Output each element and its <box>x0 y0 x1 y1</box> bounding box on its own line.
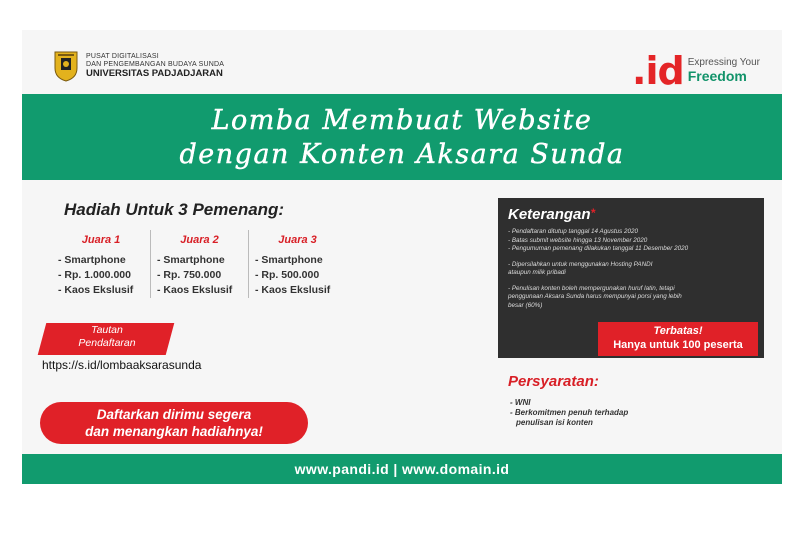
title-banner <box>22 94 782 180</box>
limited-badge <box>598 322 758 356</box>
prize-title: Juara 3 <box>278 234 317 246</box>
unpad-line1: PUSAT DIGITALISASI <box>86 53 159 61</box>
prize-item: - Smartphone <box>255 254 323 266</box>
requirements-title: Persyaratan: <box>508 373 599 390</box>
prize-title: Juara 1 <box>81 234 121 246</box>
info-item: ataupun milik pribadi <box>508 269 566 276</box>
unpad-line3: UNIVERSITAS PADJADJARAN <box>86 67 223 79</box>
poster <box>22 30 782 484</box>
limited-line1: Terbatas! <box>653 325 703 337</box>
prize-item: - Smartphone <box>157 254 225 266</box>
prize-item: - Kaos Ekslusif <box>58 284 134 296</box>
prize-column-3 <box>248 230 346 298</box>
footer-bar <box>22 454 782 484</box>
prize-item: - Rp. 1.000.000 <box>58 269 131 281</box>
prize-item: - Rp. 750.000 <box>157 269 222 281</box>
prize-item: - Kaos Ekslusif <box>157 284 233 296</box>
prize-item: - Smartphone <box>58 254 126 266</box>
footer-links[interactable]: www.pandi.id | www.domain.id <box>294 461 510 477</box>
info-star: * <box>590 206 596 220</box>
requirement-item: penulisan isi konten <box>516 418 593 427</box>
dot-id-logo <box>632 49 760 93</box>
banner-line2: dengan Konten Aksara Sunda <box>179 139 625 170</box>
id-tagline1: Expressing Your <box>687 57 760 69</box>
registration-badge <box>52 324 162 350</box>
info-item: - Dipersilahkan untuk menggunakan Hosting PANDI <box>508 260 653 268</box>
requirements-list <box>510 398 628 428</box>
info-item: - Pengumuman pemenang dilakukan tanggal 11 Desember 2020 <box>508 245 689 252</box>
cta-line2: dan menangkan hadiahnya! <box>85 424 263 439</box>
prize-table <box>52 230 346 298</box>
id-mark: .id <box>632 49 684 93</box>
registration-badge-line1: Tautan <box>91 324 123 336</box>
prize-item: - Kaos Ekslusif <box>255 284 331 296</box>
requirement-item: - Berkomitmen penuh terhadap <box>510 408 629 417</box>
registration-badge-line2: Pendaftaran <box>78 337 136 349</box>
info-item: besar (60%) <box>508 301 543 309</box>
prize-heading: Hadiah Untuk 3 Pemenang: <box>64 200 285 219</box>
info-item: - Penulisan konten boleh mempergunakan huruf latin, tetapi <box>508 284 675 292</box>
registration-link[interactable]: https://s.id/lombaaksarasunda <box>42 358 202 372</box>
prize-column-2 <box>150 230 248 298</box>
limited-line2: Hanya untuk 100 peserta <box>613 339 743 351</box>
banner-line1: Lomba Membuat Website <box>211 105 593 136</box>
id-tagline2: Freedom <box>687 67 747 84</box>
university-seal-icon <box>52 50 80 82</box>
info-list <box>508 228 754 310</box>
requirement-item: - WNI <box>510 398 531 407</box>
cta-banner <box>40 402 308 444</box>
prize-title: Juara 2 <box>180 234 219 246</box>
unpad-line2: DAN PENGEMBANGAN BUDAYA SUNDA <box>86 60 225 68</box>
unpad-logo <box>52 50 224 82</box>
info-item: - Batas submit website hingga 13 November 2020 <box>508 236 648 244</box>
prize-item: - Rp. 500.000 <box>255 269 320 281</box>
prize-column-1 <box>52 230 150 298</box>
info-item: penggunaan Aksara Sunda harus mempunyai porsi yang lebih <box>508 293 682 300</box>
info-title: Keterangan* <box>508 206 596 223</box>
cta-line1: Daftarkan dirimu segera <box>96 407 252 422</box>
info-item: - Pendaftaran ditutup tanggal 14 Agustus 2020 <box>508 228 638 235</box>
